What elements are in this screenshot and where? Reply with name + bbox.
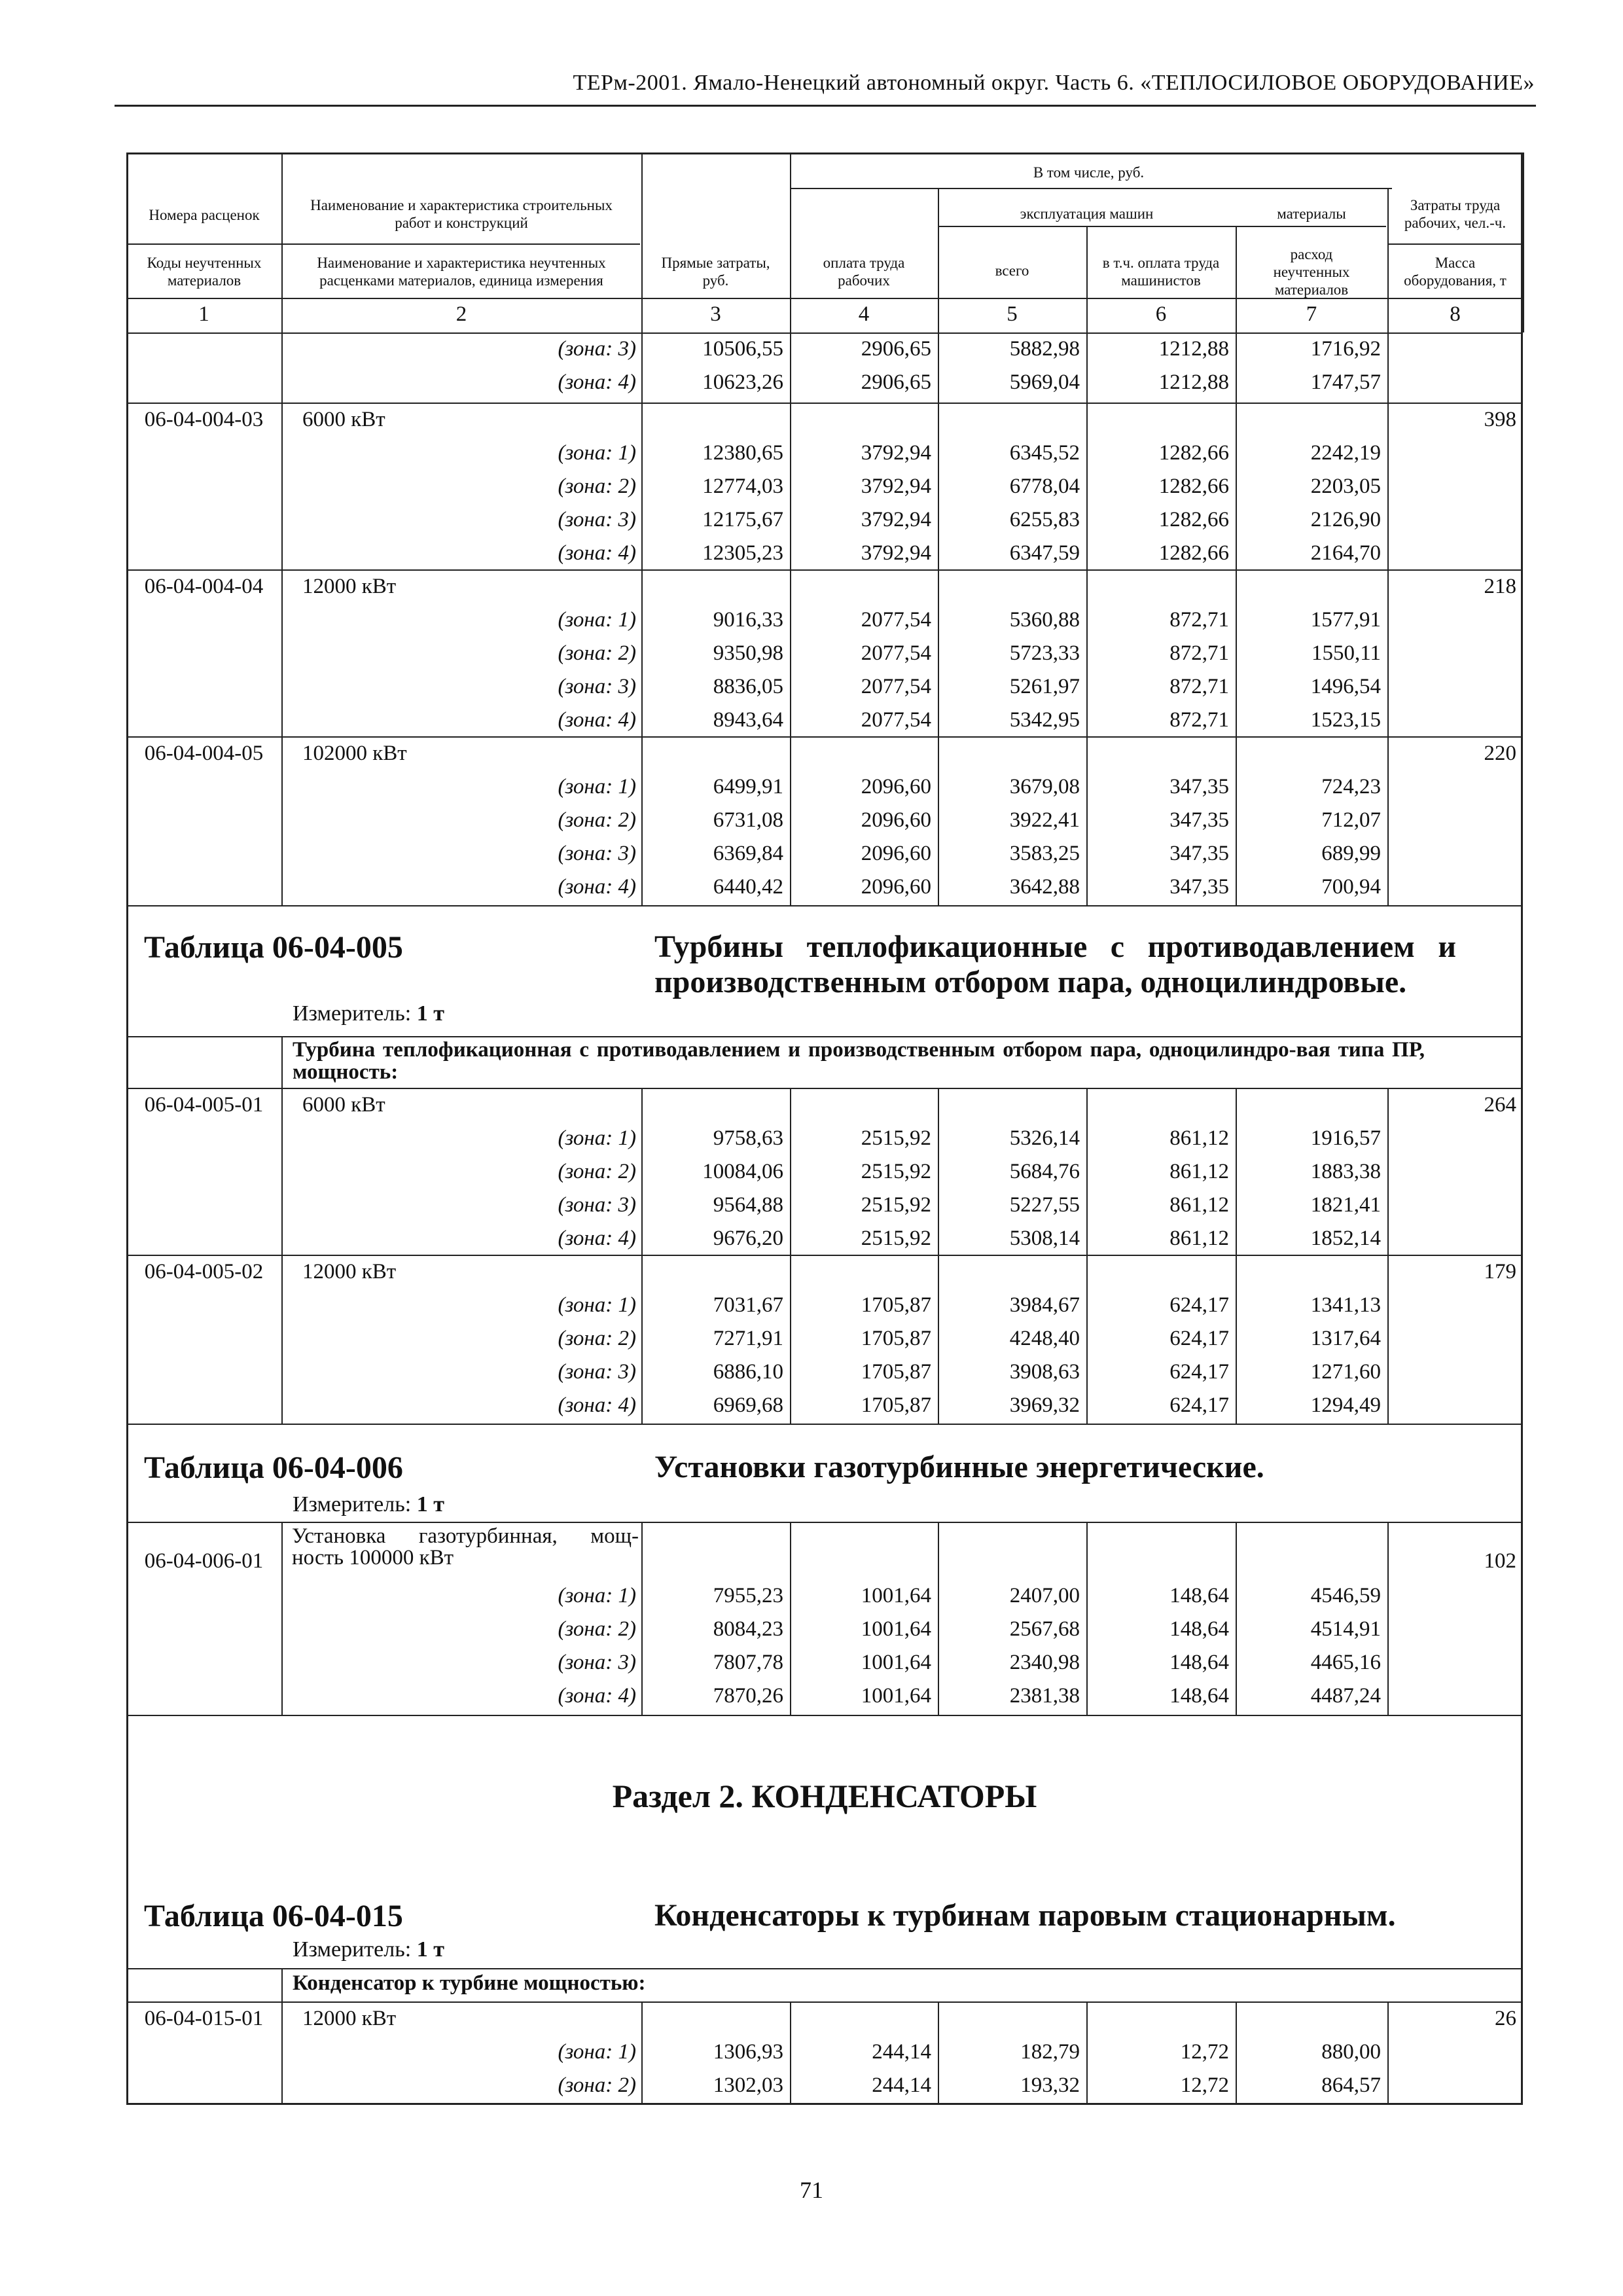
value-cell: 8836,05 [713, 675, 783, 698]
rule [126, 1522, 1523, 1523]
header-col6: в т.ч. оплата труда машинистов [1102, 255, 1220, 289]
column-rule [1236, 1088, 1237, 1424]
value-cell: 9350,98 [713, 641, 783, 665]
value-cell: 2096,60 [861, 875, 931, 899]
value-cell: 3642,88 [1009, 875, 1080, 899]
column-number: 6 [1155, 302, 1167, 326]
value-cell: 5723,33 [1009, 641, 1080, 665]
zone-label: (зона: 1) [558, 2040, 636, 2064]
value-cell: 2242,19 [1310, 441, 1381, 465]
value-cell: 6886,10 [713, 1360, 783, 1384]
value-cell: 6731,08 [713, 808, 783, 832]
value-cell: 1496,54 [1310, 675, 1381, 698]
value-cell: 12,72 [1180, 2040, 1229, 2064]
value-cell: 1705,87 [861, 1360, 931, 1384]
value-cell: 1212,88 [1158, 370, 1229, 394]
zone-label: (зона: 2) [558, 475, 636, 498]
unit-of-measure: Измеритель: 1 т [293, 1937, 444, 1962]
value-cell: 1705,87 [861, 1293, 931, 1317]
price-code: 06-04-005-01 [144, 1093, 264, 1117]
value-cell: 5227,55 [1009, 1193, 1080, 1217]
value-cell: 1294,49 [1310, 1393, 1381, 1417]
value-cell: 12175,67 [702, 508, 783, 531]
value-cell: 1747,57 [1310, 370, 1381, 394]
value-cell: 2096,60 [861, 775, 931, 798]
value-cell: 4546,59 [1310, 1584, 1381, 1607]
value-cell: 6778,04 [1009, 475, 1080, 498]
price-code: 06-04-004-04 [144, 575, 264, 598]
rule [126, 332, 1523, 334]
header-col7b: расход неучтенных материалов [1273, 246, 1350, 298]
value-cell: 4514,91 [1310, 1617, 1381, 1641]
column-number: 4 [858, 302, 870, 326]
value-cell: 5261,97 [1009, 675, 1080, 698]
column-rule [1086, 2001, 1088, 2105]
value-cell: 9016,33 [713, 608, 783, 632]
table-title: Таблица 06-04-006 [144, 1450, 403, 1485]
value-cell: 712,07 [1321, 808, 1381, 832]
equipment-mass: 102 [1484, 1549, 1516, 1573]
column-number: 7 [1306, 302, 1317, 326]
value-cell: 6369,84 [713, 842, 783, 865]
column-number: 3 [710, 302, 721, 326]
table-name: Турбины теплофикационные с противодавлением и производственным отбором пара, одноцилиндровые. [654, 929, 1456, 999]
rule [126, 2001, 1523, 2003]
value-cell: 1282,66 [1158, 541, 1229, 565]
value-cell: 2407,00 [1009, 1584, 1080, 1607]
table-title: Таблица 06-04-015 [144, 1899, 403, 1933]
zone-label: (зона: 2) [558, 808, 636, 832]
value-cell: 2077,54 [861, 608, 931, 632]
value-cell: 12774,03 [702, 475, 783, 498]
work-name: 6000 кВт [302, 408, 385, 431]
value-cell: 6345,52 [1009, 441, 1080, 465]
zone-label: (зона: 4) [558, 1393, 636, 1417]
value-cell: 1716,92 [1310, 337, 1381, 361]
value-cell: 12380,65 [702, 441, 783, 465]
value-cell: 2381,38 [1009, 1684, 1080, 1708]
value-cell: 1916,57 [1310, 1126, 1381, 1150]
equipment-mass: 179 [1484, 1260, 1516, 1283]
price-code: 06-04-004-05 [144, 742, 264, 765]
column-number: 2 [455, 302, 467, 326]
header-col4: оплата труда рабочих [823, 255, 905, 289]
header-machines-group: эксплуатация машин [1020, 206, 1154, 222]
value-cell: 12305,23 [702, 541, 783, 565]
group-title: Турбина теплофикационная с противодавлением и производственным отбором пара, одноцилиндро-вая типа ПР, мощность: [293, 1038, 1425, 1084]
work-name: 12000 кВт [302, 2007, 397, 2030]
zone-label: (зона: 3) [558, 337, 636, 361]
value-cell: 1577,91 [1310, 608, 1381, 632]
value-cell: 1883,38 [1310, 1160, 1381, 1183]
header-top-group: В том числе, руб. [1033, 164, 1145, 181]
value-cell: 5308,14 [1009, 1227, 1080, 1250]
equipment-mass: 264 [1484, 1093, 1516, 1117]
column-rule [281, 1088, 283, 1424]
value-cell: 1302,03 [713, 2073, 783, 2097]
group-title: Конденсатор к турбине мощностью: [293, 1971, 646, 1995]
value-cell: 2906,65 [861, 370, 931, 394]
table-name: Установки газотурбинные энергетические. [654, 1450, 1264, 1484]
value-cell: 347,35 [1169, 842, 1229, 865]
equipment-mass: 398 [1484, 408, 1516, 431]
value-cell: 7870,26 [713, 1684, 783, 1708]
column-rule [1523, 152, 1524, 332]
value-cell: 10506,55 [702, 337, 783, 361]
value-cell: 1001,64 [861, 1617, 931, 1641]
value-cell: 3922,41 [1009, 808, 1080, 832]
zone-label: (зона: 1) [558, 775, 636, 798]
value-cell: 3583,25 [1009, 842, 1080, 865]
rule [126, 736, 1523, 738]
value-cell: 1306,93 [713, 2040, 783, 2064]
price-code: 06-04-006-01 [144, 1549, 264, 1573]
value-cell: 700,94 [1321, 875, 1381, 899]
column-rule [641, 1522, 643, 1715]
rule [126, 403, 1523, 404]
value-cell: 3792,94 [861, 541, 931, 565]
work-name: 12000 кВт [302, 1260, 397, 1283]
page-number: 71 [800, 2177, 823, 2203]
value-cell: 347,35 [1169, 875, 1229, 899]
header-col8b: Масса оборудования, т [1404, 255, 1507, 289]
value-cell: 872,71 [1169, 641, 1229, 665]
zone-label: (зона: 2) [558, 1160, 636, 1183]
section-title: Раздел 2. КОНДЕНСАТОРЫ [612, 1778, 1037, 1814]
column-rule [1236, 2001, 1237, 2105]
column-rule [938, 1522, 939, 1715]
value-cell: 8943,64 [713, 708, 783, 732]
header-col1a: Номера расценок [149, 207, 260, 223]
zone-label: (зона: 4) [558, 1684, 636, 1708]
value-cell: 2515,92 [861, 1160, 931, 1183]
value-cell: 861,12 [1169, 1193, 1229, 1217]
value-cell: 1212,88 [1158, 337, 1229, 361]
header-col3: Прямые затраты, руб. [661, 255, 770, 289]
value-cell: 2567,68 [1009, 1617, 1080, 1641]
value-cell: 148,64 [1169, 1584, 1229, 1607]
value-cell: 148,64 [1169, 1651, 1229, 1674]
value-cell: 7955,23 [713, 1584, 783, 1607]
zone-label: (зона: 2) [558, 2073, 636, 2097]
value-cell: 4248,40 [1009, 1327, 1080, 1350]
value-cell: 624,17 [1169, 1360, 1229, 1384]
zone-label: (зона: 1) [558, 608, 636, 632]
price-code: 06-04-005-02 [144, 1260, 264, 1283]
value-cell: 1282,66 [1158, 441, 1229, 465]
equipment-mass: 220 [1484, 742, 1516, 765]
value-cell: 2340,98 [1009, 1651, 1080, 1674]
value-cell: 1705,87 [861, 1327, 931, 1350]
value-cell: 3984,67 [1009, 1293, 1080, 1317]
value-cell: 1001,64 [861, 1684, 931, 1708]
price-code: 06-04-004-03 [144, 408, 264, 431]
column-number: 5 [1007, 302, 1018, 326]
work-name: Установка газотурбинная, мощ- [292, 1524, 639, 1548]
rule [790, 188, 1392, 189]
value-cell: 3969,32 [1009, 1393, 1080, 1417]
column-rule [790, 1088, 791, 1424]
rule [126, 1036, 1523, 1037]
value-cell: 2077,54 [861, 675, 931, 698]
value-cell: 624,17 [1169, 1327, 1229, 1350]
value-cell: 1852,14 [1310, 1227, 1381, 1250]
value-cell: 2515,92 [861, 1227, 931, 1250]
value-cell: 624,17 [1169, 1293, 1229, 1317]
value-cell: 9676,20 [713, 1227, 783, 1250]
equipment-mass: 26 [1495, 2007, 1516, 2030]
column-rule [1086, 1522, 1088, 1715]
value-cell: 6969,68 [713, 1393, 783, 1417]
value-cell: 1550,11 [1311, 641, 1381, 665]
value-cell: 872,71 [1169, 708, 1229, 732]
column-rule [641, 1088, 643, 1424]
rule [1387, 243, 1523, 245]
value-cell: 5360,88 [1009, 608, 1080, 632]
rule [126, 905, 1523, 906]
zone-label: (зона: 3) [558, 675, 636, 698]
value-cell: 3679,08 [1009, 775, 1080, 798]
column-rule [1236, 1522, 1237, 1715]
value-cell: 5684,76 [1009, 1160, 1080, 1183]
running-header: ТЕРм-2001. Ямало-Ненецкий автономный округ. Часть 6. «ТЕПЛОСИЛОВОЕ ОБОРУДОВАНИЕ» [573, 71, 1535, 95]
value-cell: 5969,04 [1009, 370, 1080, 394]
value-cell: 12,72 [1180, 2073, 1229, 2097]
value-cell: 872,71 [1169, 675, 1229, 698]
value-cell: 1705,87 [861, 1393, 931, 1417]
column-rule [641, 2001, 643, 2105]
rule [126, 1088, 1523, 1089]
rule [126, 1715, 1523, 1716]
value-cell: 724,23 [1321, 775, 1381, 798]
value-cell: 6347,59 [1009, 541, 1080, 565]
header-col2a: Наименование и характеристика строительных работ и конструкций [310, 197, 613, 231]
column-rule [281, 2001, 283, 2105]
header-col2b: Наименование и характеристика неучтенных расценками материалов, единица измерения [317, 255, 606, 289]
zone-label: (зона: 3) [558, 508, 636, 531]
value-cell: 5882,98 [1009, 337, 1080, 361]
table-title: Таблица 06-04-005 [144, 930, 403, 965]
value-cell: 861,12 [1169, 1126, 1229, 1150]
column-rule [790, 2001, 791, 2105]
zone-label: (зона: 3) [558, 842, 636, 865]
column-rule [938, 1088, 939, 1424]
zone-label: (зона: 2) [558, 641, 636, 665]
zone-label: (зона: 3) [558, 1651, 636, 1674]
value-cell: 182,79 [1020, 2040, 1080, 2064]
rule [126, 569, 1523, 571]
value-cell: 148,64 [1169, 1617, 1229, 1641]
value-cell: 7031,67 [713, 1293, 783, 1317]
value-cell: 5326,14 [1009, 1126, 1080, 1150]
work-name: 12000 кВт [302, 575, 397, 598]
value-cell: 861,12 [1169, 1160, 1229, 1183]
value-cell: 2515,92 [861, 1193, 931, 1217]
value-cell: 689,99 [1321, 842, 1381, 865]
header-rule [115, 105, 1536, 107]
header-col7a: материалы [1277, 206, 1346, 222]
value-cell: 864,57 [1321, 2073, 1381, 2097]
zone-label: (зона: 1) [558, 1584, 636, 1607]
zone-label: (зона: 3) [558, 1193, 636, 1217]
value-cell: 244,14 [872, 2040, 931, 2064]
value-cell: 1523,15 [1310, 708, 1381, 732]
value-cell: 4465,16 [1310, 1651, 1381, 1674]
value-cell: 148,64 [1169, 1684, 1229, 1708]
zone-label: (зона: 4) [558, 541, 636, 565]
value-cell: 347,35 [1169, 808, 1229, 832]
value-cell: 1282,66 [1158, 475, 1229, 498]
column-rule [281, 1036, 283, 1088]
equipment-mass: 218 [1484, 575, 1516, 598]
column-rule [790, 1522, 791, 1715]
value-cell: 880,00 [1321, 2040, 1381, 2064]
rule [126, 1968, 1523, 1969]
column-rule [1387, 2001, 1389, 2105]
value-cell: 2515,92 [861, 1126, 931, 1150]
work-name: ность 100000 кВт [292, 1546, 454, 1570]
zone-label: (зона: 1) [558, 1126, 636, 1150]
value-cell: 10084,06 [702, 1160, 783, 1183]
value-cell: 2096,60 [861, 842, 931, 865]
value-cell: 2077,54 [861, 708, 931, 732]
value-cell: 1282,66 [1158, 508, 1229, 531]
value-cell: 9564,88 [713, 1193, 783, 1217]
value-cell: 2906,65 [861, 337, 931, 361]
work-name: 6000 кВт [302, 1093, 385, 1117]
value-cell: 861,12 [1169, 1227, 1229, 1250]
value-cell: 3792,94 [861, 508, 931, 531]
value-cell: 3908,63 [1009, 1360, 1080, 1384]
value-cell: 7807,78 [713, 1651, 783, 1674]
value-cell: 2126,90 [1310, 508, 1381, 531]
value-cell: 6440,42 [713, 875, 783, 899]
value-cell: 2077,54 [861, 641, 931, 665]
column-number: 1 [198, 302, 209, 326]
value-cell: 1271,60 [1310, 1360, 1381, 1384]
value-cell: 2096,60 [861, 808, 931, 832]
zone-label: (зона: 3) [558, 1360, 636, 1384]
rule [126, 243, 640, 245]
value-cell: 347,35 [1169, 775, 1229, 798]
unit-of-measure: Измеритель: 1 т [293, 1492, 444, 1516]
zone-label: (зона: 4) [558, 370, 636, 394]
value-cell: 6255,83 [1009, 508, 1080, 531]
value-cell: 7271,91 [713, 1327, 783, 1350]
header-col1b: Коды неучтенных материалов [147, 255, 262, 289]
zone-label: (зона: 4) [558, 875, 636, 899]
work-name: 102000 кВт [302, 742, 407, 765]
value-cell: 2203,05 [1310, 475, 1381, 498]
value-cell: 2164,70 [1310, 541, 1381, 565]
value-cell: 8084,23 [713, 1617, 783, 1641]
value-cell: 1341,13 [1310, 1293, 1381, 1317]
value-cell: 10623,26 [702, 370, 783, 394]
column-rule [938, 2001, 939, 2105]
header-col5: всего [995, 262, 1029, 279]
value-cell: 9758,63 [713, 1126, 783, 1150]
zone-label: (зона: 2) [558, 1327, 636, 1350]
value-cell: 1001,64 [861, 1651, 931, 1674]
price-code: 06-04-015-01 [144, 2007, 264, 2030]
column-rule [1086, 1088, 1088, 1424]
column-rule [281, 1522, 283, 1715]
value-cell: 4487,24 [1310, 1684, 1381, 1708]
value-cell: 1001,64 [861, 1584, 931, 1607]
column-rule [281, 1968, 283, 2001]
value-cell: 1821,41 [1310, 1193, 1381, 1217]
zone-label: (зона: 4) [558, 1227, 636, 1250]
rule [126, 1424, 1523, 1425]
value-cell: 872,71 [1169, 608, 1229, 632]
value-cell: 1317,64 [1310, 1327, 1381, 1350]
zone-label: (зона: 1) [558, 441, 636, 465]
zone-label: (зона: 4) [558, 708, 636, 732]
value-cell: 6499,91 [713, 775, 783, 798]
value-cell: 244,14 [872, 2073, 931, 2097]
value-cell: 193,32 [1020, 2073, 1080, 2097]
zone-label: (зона: 1) [558, 1293, 636, 1317]
value-cell: 624,17 [1169, 1393, 1229, 1417]
rule [126, 1255, 1523, 1256]
value-cell: 3792,94 [861, 441, 931, 465]
value-cell: 3792,94 [861, 475, 931, 498]
column-number: 8 [1450, 302, 1461, 326]
table-name: Конденсаторы к турбинам паровым стационарным. [654, 1898, 1396, 1933]
column-rule [1387, 1522, 1389, 1715]
rule [938, 226, 1386, 227]
column-rule [1387, 1088, 1389, 1424]
unit-of-measure: Измеритель: 1 т [293, 1001, 444, 1026]
value-cell: 5342,95 [1009, 708, 1080, 732]
header-col8a: Затраты труда рабочих, чел.-ч. [1404, 197, 1507, 231]
zone-label: (зона: 2) [558, 1617, 636, 1641]
